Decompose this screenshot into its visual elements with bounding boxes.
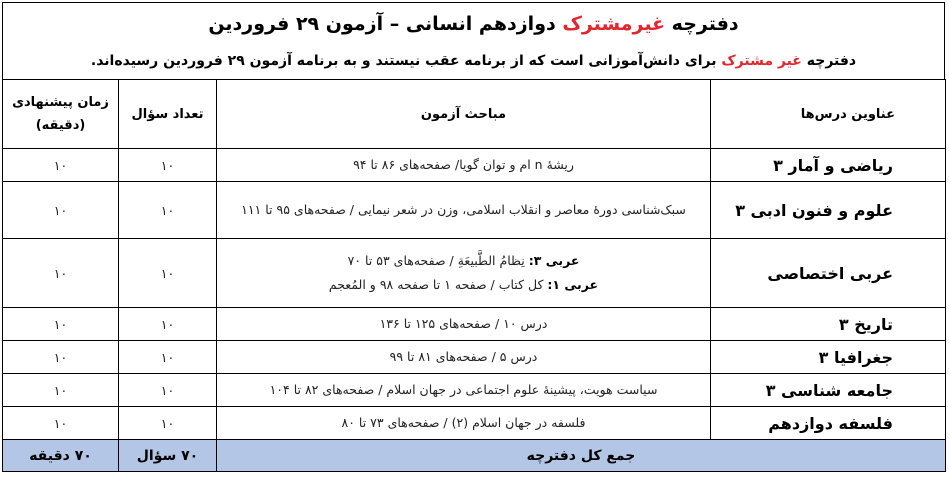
total-time-cell: ۷۰ دقیقه: [3, 440, 119, 472]
page-subtitle: [3, 53, 944, 69]
subtitle-highlight: غیر مشترک: [721, 53, 802, 69]
subtitle-prefix: دفترچه: [801, 53, 857, 69]
table-row: [3, 341, 946, 374]
topics-cell: فلسفه در جهان اسلام (۲) / صفحه‌های ۷۳ تا ۸۰: [217, 407, 711, 440]
total-count-cell: ۷۰ سؤال: [119, 440, 217, 472]
arabic-3-topics: نِظامُ الطَّبیعَةِ / صفحه‌های ۵۳ تا ۷۰: [347, 253, 529, 268]
topics-cell: ریشهٔ n ام و توان گویا/ صفحه‌های ۸۶ تا ۹۴: [217, 149, 711, 182]
column-header-time: [3, 80, 119, 149]
subject-cell: عربی اختصاصی: [711, 239, 946, 308]
subject-cell: جامعه شناسی ۳: [711, 374, 946, 407]
time-header-line1: زمان پیشنهادی: [12, 95, 109, 110]
exam-booklet-card: [2, 2, 945, 482]
time-cell: ۱۰: [3, 239, 119, 308]
title-highlight: غیرمشترک: [562, 13, 666, 35]
subject-cell: علوم و فنون ادبی ۳: [711, 182, 946, 239]
subject-cell: فلسفه دوازدهم: [711, 407, 946, 440]
question-count-cell: ۱۰: [119, 182, 217, 239]
title-suffix: دوازدهم انسانی – آزمون ۲۹ فروردین: [208, 13, 563, 35]
booklet-header: [2, 2, 945, 80]
time-cell: ۱۰: [3, 407, 119, 440]
column-header-topics: مباحث آزمون: [217, 80, 711, 149]
exam-topics-table: [2, 79, 946, 472]
arabic-3-label: عربی ۳:: [528, 253, 580, 268]
arabic-1-topics: کل کتاب / صفحه ۱ تا صفحه ۹۸ و المُعجم: [328, 277, 548, 292]
table-row: [3, 374, 946, 407]
total-label-cell: جمع کل دفترچه: [217, 440, 946, 472]
subject-cell: تاریخ ۳: [711, 308, 946, 341]
time-cell: ۱۰: [3, 182, 119, 239]
time-cell: ۱۰: [3, 341, 119, 374]
time-cell: ۱۰: [3, 308, 119, 341]
question-count-cell: ۱۰: [119, 149, 217, 182]
question-count-cell: ۱۰: [119, 341, 217, 374]
subject-cell: جغرافیا ۳: [711, 341, 946, 374]
arabic-1-label: عربی ۱:: [547, 277, 599, 292]
time-cell: ۱۰: [3, 374, 119, 407]
subtitle-suffix: برای دانش‌آموزانی است که از برنامه عقب نیستند و به برنامه آزمون ۲۹ فروردین رسیده‌اند.: [90, 53, 722, 69]
table-row: [3, 239, 946, 308]
topic-line-arabic-1: [227, 273, 700, 297]
topics-cell: سبک‌شناسی دورهٔ معاصر و انقلاب اسلامی، وزن در شعر نیمایی / صفحه‌های ۹۵ تا ۱۱۱: [217, 182, 711, 239]
page-title: [3, 13, 944, 35]
column-header-count: تعداد سؤال: [119, 80, 217, 149]
title-prefix: دفترچه: [665, 13, 739, 35]
table-row: [3, 308, 946, 341]
column-header-subject: عناوین درس‌ها: [711, 80, 946, 149]
topics-cell: درس ۱۰ / صفحه‌های ۱۲۵ تا ۱۳۶: [217, 308, 711, 341]
table-row: [3, 149, 946, 182]
topics-cell: سیاست هویت، پیشینهٔ علوم اجتماعی در جهان اسلام / صفحه‌های ۸۲ تا ۱۰۴: [217, 374, 711, 407]
question-count-cell: ۱۰: [119, 374, 217, 407]
table-row: [3, 407, 946, 440]
subject-cell: ریاضی و آمار ۳: [711, 149, 946, 182]
question-count-cell: ۱۰: [119, 239, 217, 308]
table-header-row: [3, 80, 946, 149]
topics-cell: [217, 239, 711, 308]
question-count-cell: ۱۰: [119, 407, 217, 440]
topic-line-arabic-3: [227, 249, 700, 273]
time-cell: ۱۰: [3, 149, 119, 182]
question-count-cell: ۱۰: [119, 308, 217, 341]
table-row: [3, 182, 946, 239]
topics-cell: درس ۵ / صفحه‌های ۸۱ تا ۹۹: [217, 341, 711, 374]
total-row: [3, 440, 946, 472]
time-header-line2: (دقیقه): [35, 118, 86, 133]
